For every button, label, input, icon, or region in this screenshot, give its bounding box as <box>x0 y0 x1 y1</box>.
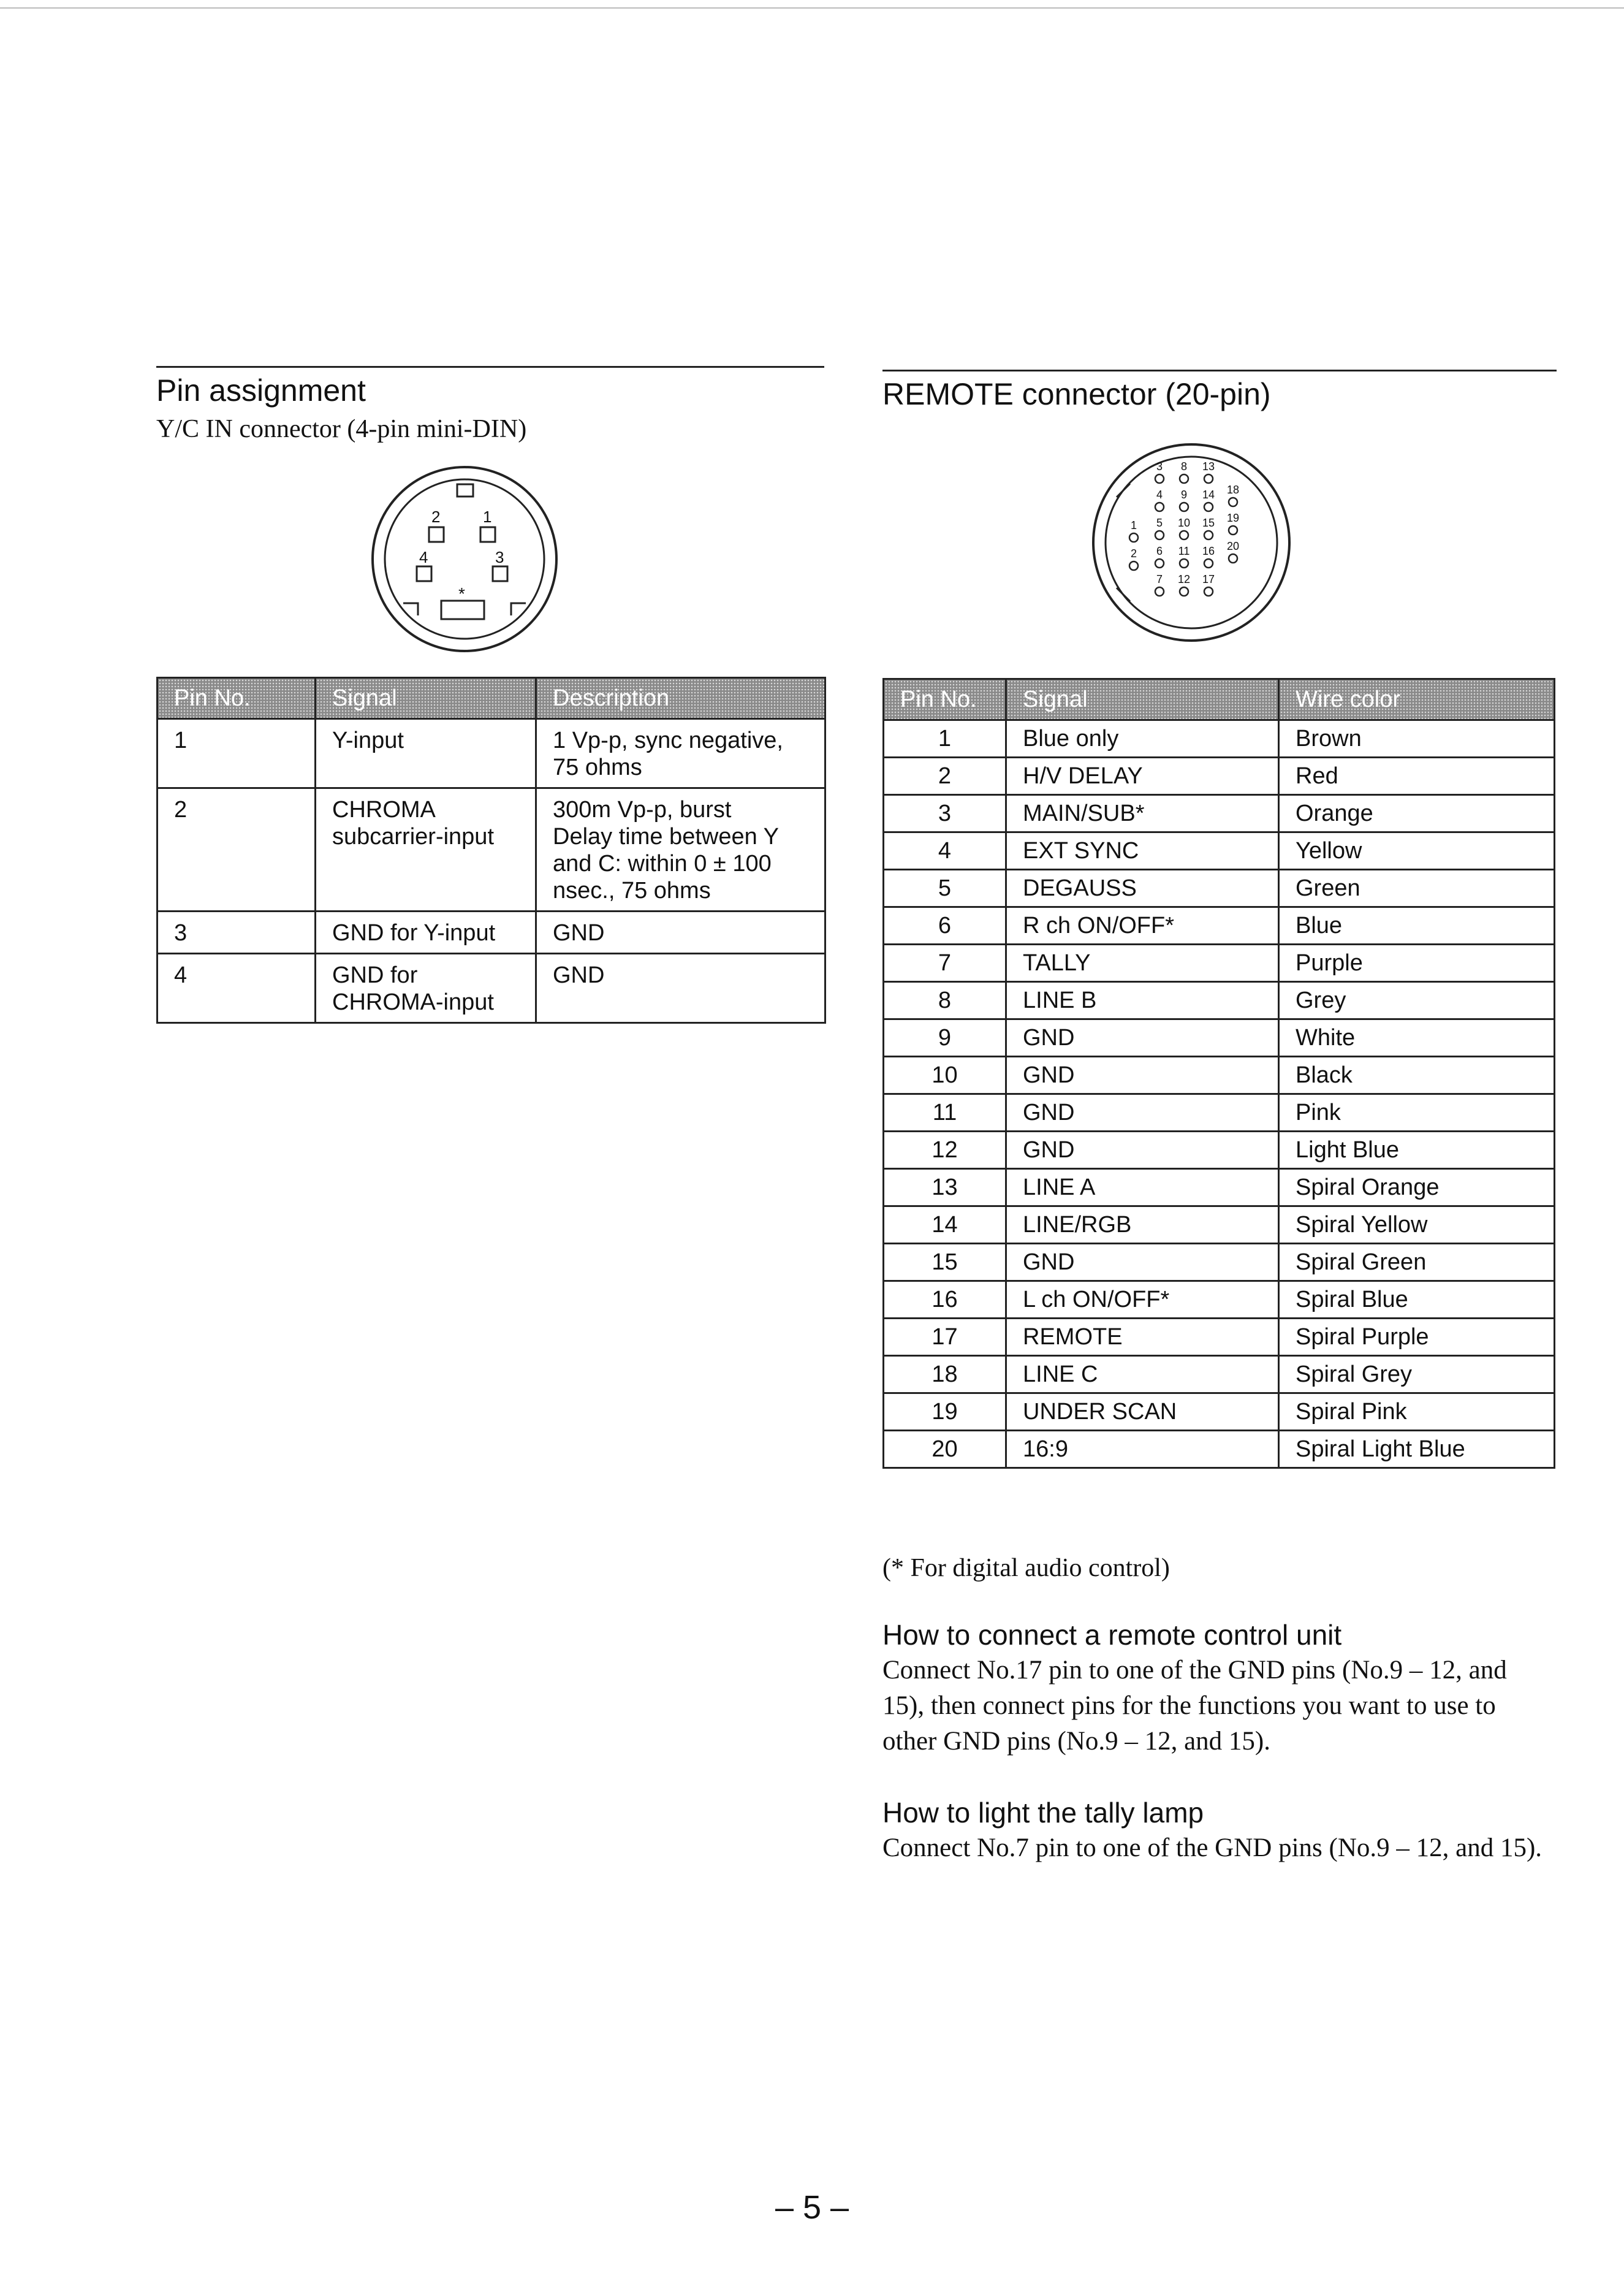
remote-connector-pin <box>1129 562 1138 570</box>
mini-din-outer-ring <box>373 467 556 651</box>
wire-color-cell: Spiral Blue <box>1279 1281 1555 1319</box>
pin-number-cell: 14 <box>884 1206 1006 1244</box>
remote-connector-pin <box>1180 559 1188 568</box>
description-cell <box>536 912 825 954</box>
table-row <box>884 758 1555 795</box>
wire-color-cell: Spiral Yellow <box>1279 1206 1555 1244</box>
signal-cell-line: CHROMA <box>332 797 436 823</box>
signal-cell: LINE A <box>1006 1169 1279 1206</box>
remote-pin-table <box>882 678 1555 1469</box>
tally-lamp-heading: How to light the tally lamp <box>882 1797 1204 1829</box>
table-row <box>884 1319 1555 1356</box>
wire-color-cell: Spiral Orange <box>1279 1169 1555 1206</box>
signal-cell: 16:9 <box>1006 1431 1279 1468</box>
pin-number-cell: 7 <box>884 945 1006 982</box>
remote-connector-pin-label: 6 <box>1156 545 1163 557</box>
remote-connector-pin <box>1155 531 1164 539</box>
remote-connector-heading: REMOTE connector (20-pin) <box>882 377 1271 411</box>
signal-cell: LINE C <box>1006 1356 1279 1393</box>
mini-din-pin-4 <box>417 566 431 581</box>
yc-table-body <box>157 719 825 1023</box>
table-row <box>884 1393 1555 1431</box>
wire-color-cell: Yellow <box>1279 832 1555 870</box>
table-row <box>884 1057 1555 1094</box>
connect-remote-heading: How to connect a remote control unit <box>882 1619 1342 1651</box>
remote-connector-pin-label: 11 <box>1178 545 1190 557</box>
description-cell-line: GND <box>553 962 605 988</box>
mini-din-pin-1 <box>480 527 495 542</box>
pin-number-cell: 5 <box>884 870 1006 907</box>
signal-cell: DEGAUSS <box>1006 870 1279 907</box>
remote-connector-pin <box>1155 559 1164 568</box>
connect-remote-body: Connect No.17 pin to one of the GND pins (No.9 – 12, and 15), then connect pins for the functions you want to use to other GND pins (No.9 – 12, and 15). <box>882 1656 1507 1756</box>
signal-cell <box>316 788 536 912</box>
remote-connector-pin <box>1204 531 1213 539</box>
signal-cell: MAIN/SUB* <box>1006 795 1279 832</box>
pin-number-cell: 1 <box>884 720 1006 758</box>
table-row <box>157 954 825 1023</box>
signal-cell: LINE B <box>1006 982 1279 1019</box>
signal-cell: TALLY <box>1006 945 1279 982</box>
description-cell-line: and C: within 0 ± 100 <box>553 851 772 877</box>
pin-number-cell: 12 <box>884 1132 1006 1169</box>
pin-number-cell: 4 <box>157 954 316 1023</box>
remote-connector-pin <box>1204 559 1213 568</box>
page-top-edge-line <box>0 7 1624 9</box>
table-row <box>884 982 1555 1019</box>
table-row <box>884 720 1555 758</box>
wire-color-cell: Brown <box>1279 720 1555 758</box>
remote-connector-pin-label: 3 <box>1156 460 1163 473</box>
description-cell-line: 75 ohms <box>553 755 642 780</box>
remote-connector-pin-label: 14 <box>1202 489 1215 501</box>
remote-connector-pin-label: 17 <box>1202 573 1215 585</box>
table-row <box>884 1281 1555 1319</box>
mini-din-label-4: 4 <box>419 548 428 566</box>
remote-connector-pin-label: 16 <box>1202 545 1215 557</box>
pin-number-cell: 17 <box>884 1319 1006 1356</box>
remote-connector-pin <box>1204 503 1213 511</box>
description-cell-line: 300m Vp-p, burst <box>553 797 732 823</box>
pin-number-cell: 20 <box>884 1431 1006 1468</box>
table-row <box>884 795 1555 832</box>
remote-connector-pin <box>1155 503 1164 511</box>
mini-din-label-3: 3 <box>495 548 504 566</box>
wire-color-cell: Spiral Pink <box>1279 1393 1555 1431</box>
remote-connector-pin-label: 10 <box>1177 517 1191 529</box>
remote-connector-pin-label: 15 <box>1202 517 1215 529</box>
yc-pin-assignment-table <box>156 677 826 1024</box>
table-row <box>884 945 1555 982</box>
signal-cell: L ch ON/OFF* <box>1006 1281 1279 1319</box>
column-header-pin-no: Pin No. <box>884 679 1006 720</box>
pin-number-cell: 2 <box>884 758 1006 795</box>
pin-number-cell: 19 <box>884 1393 1006 1431</box>
pin-number-cell: 2 <box>157 788 316 912</box>
wire-color-cell: Red <box>1279 758 1555 795</box>
wire-color-cell: Purple <box>1279 945 1555 982</box>
wire-color-cell: Spiral Green <box>1279 1244 1555 1281</box>
remote-connector-pin-label: 5 <box>1156 517 1163 529</box>
table-row <box>884 1431 1555 1468</box>
pin-number-cell: 6 <box>884 907 1006 945</box>
tally-lamp-body: Connect No.7 pin to one of the GND pins (No.9 – 12, and 15). <box>882 1833 1542 1862</box>
table-row <box>884 907 1555 945</box>
mini-din-pin-2 <box>429 527 444 542</box>
description-cell <box>536 719 825 788</box>
table-row <box>884 832 1555 870</box>
remote-connector-pin <box>1229 498 1237 506</box>
column-header-description: Description <box>536 678 825 719</box>
table-row <box>157 912 825 954</box>
signal-cell: R ch ON/OFF* <box>1006 907 1279 945</box>
signal-cell: H/V DELAY <box>1006 758 1279 795</box>
remote-20-pin-connector-diagram <box>1087 438 1296 647</box>
pin-number-cell: 18 <box>884 1356 1006 1393</box>
table-row <box>884 1132 1555 1169</box>
column-header-pin-no: Pin No. <box>157 678 316 719</box>
signal-cell-line: Y-input <box>332 728 404 753</box>
description-cell-line: Delay time between Y <box>553 824 779 850</box>
table-row <box>157 788 825 912</box>
pin-number-cell: 13 <box>884 1169 1006 1206</box>
remote-connector-pin-label: 2 <box>1130 547 1137 560</box>
pin-number-cell: 4 <box>884 832 1006 870</box>
remote-connector-pin <box>1180 474 1188 483</box>
table-row <box>884 1094 1555 1132</box>
remote-connector-pin <box>1229 554 1237 563</box>
description-cell <box>536 954 825 1023</box>
wire-color-cell: Pink <box>1279 1094 1555 1132</box>
table-header-row <box>884 679 1555 720</box>
table-row <box>884 1244 1555 1281</box>
wire-color-cell: Spiral Grey <box>1279 1356 1555 1393</box>
remote-connector-pin-label: 12 <box>1177 573 1191 585</box>
signal-cell-line: CHROMA-input <box>332 989 494 1015</box>
remote-connector-left-key <box>1117 484 1130 601</box>
wire-color-cell: Spiral Light Blue <box>1279 1431 1555 1468</box>
remote-connector-pin <box>1180 503 1188 511</box>
remote-connector-pin-label: 1 <box>1130 519 1137 531</box>
table-row <box>884 1206 1555 1244</box>
pin-number-cell: 15 <box>884 1244 1006 1281</box>
remote-connector-pin <box>1180 587 1188 596</box>
remote-connector-pin-label: 13 <box>1202 460 1215 473</box>
pin-number-cell: 1 <box>157 719 316 788</box>
signal-cell: EXT SYNC <box>1006 832 1279 870</box>
mini-din-key-mark: * <box>458 584 465 603</box>
remote-connector-pin <box>1155 474 1164 483</box>
signal-cell: GND <box>1006 1244 1279 1281</box>
right-heading-rule <box>882 370 1557 371</box>
signal-cell: UNDER SCAN <box>1006 1393 1279 1431</box>
yc-in-connector-subheading: Y/C IN connector (4-pin mini-DIN) <box>156 415 527 443</box>
remote-connector-outer-ring <box>1093 444 1289 641</box>
remote-connector-pin-label: 4 <box>1156 489 1163 501</box>
wire-color-cell: Spiral Purple <box>1279 1319 1555 1356</box>
table-row <box>884 870 1555 907</box>
remote-connector-pin-label: 8 <box>1180 460 1188 473</box>
remote-connector-pin <box>1204 587 1213 596</box>
wire-color-cell: Orange <box>1279 795 1555 832</box>
mini-din-label-1: 1 <box>483 508 492 526</box>
wire-color-cell: Grey <box>1279 982 1555 1019</box>
pin-number-cell: 3 <box>157 912 316 954</box>
table-row <box>884 1356 1555 1393</box>
mini-din-top-key <box>457 484 473 497</box>
pin-number-cell: 10 <box>884 1057 1006 1094</box>
table-row <box>884 1169 1555 1206</box>
page-number: – 5 – <box>775 2189 849 2226</box>
description-cell <box>536 788 825 912</box>
signal-cell: GND <box>1006 1057 1279 1094</box>
mini-din-pin-3 <box>493 566 507 581</box>
wire-color-cell: Green <box>1279 870 1555 907</box>
signal-cell-line: GND for <box>332 962 418 988</box>
remote-connector-pin-grid <box>1129 460 1239 596</box>
mini-din-4-pin-connector-diagram <box>366 461 563 657</box>
signal-cell: Blue only <box>1006 720 1279 758</box>
remote-table-body <box>884 720 1555 1468</box>
remote-connector-pin-label: 7 <box>1156 573 1163 585</box>
pin-number-cell: 11 <box>884 1094 1006 1132</box>
mini-din-label-2: 2 <box>431 508 441 526</box>
table-row <box>884 1019 1555 1057</box>
column-header-signal: Signal <box>1006 679 1279 720</box>
column-header-signal: Signal <box>316 678 536 719</box>
digital-audio-footnote: (* For digital audio control) <box>882 1554 1170 1582</box>
signal-cell <box>316 912 536 954</box>
remote-connector-pin-label: 9 <box>1180 489 1188 501</box>
remote-connector-pin <box>1129 533 1138 542</box>
wire-color-cell: White <box>1279 1019 1555 1057</box>
signal-cell <box>316 719 536 788</box>
left-heading-rule <box>156 366 824 368</box>
remote-connector-pin-label: 18 <box>1226 484 1240 496</box>
remote-connector-pin <box>1204 474 1213 483</box>
signal-cell: REMOTE <box>1006 1319 1279 1356</box>
pin-assignment-heading: Pin assignment <box>156 373 366 408</box>
description-cell-line: 1 Vp-p, sync negative, <box>553 728 783 753</box>
wire-color-cell: Blue <box>1279 907 1555 945</box>
signal-cell-line: GND for Y-input <box>332 920 496 946</box>
remote-connector-pin <box>1155 587 1164 596</box>
signal-cell: LINE/RGB <box>1006 1206 1279 1244</box>
pin-number-cell: 9 <box>884 1019 1006 1057</box>
signal-cell <box>316 954 536 1023</box>
table-header-row <box>157 678 825 719</box>
signal-cell-line: subcarrier-input <box>332 824 494 850</box>
remote-connector-pin <box>1229 526 1237 535</box>
remote-connector-pin-label: 19 <box>1226 512 1240 524</box>
pin-number-cell: 3 <box>884 795 1006 832</box>
pin-number-cell: 16 <box>884 1281 1006 1319</box>
remote-connector-pin <box>1180 531 1188 539</box>
column-header-wire-color: Wire color <box>1279 679 1555 720</box>
description-cell-line: nsec., 75 ohms <box>553 878 711 904</box>
remote-connector-inner-ring <box>1106 457 1277 628</box>
wire-color-cell: Light Blue <box>1279 1132 1555 1169</box>
pin-number-cell: 8 <box>884 982 1006 1019</box>
signal-cell: GND <box>1006 1094 1279 1132</box>
signal-cell: GND <box>1006 1019 1279 1057</box>
signal-cell: GND <box>1006 1132 1279 1169</box>
description-cell-line: GND <box>553 920 605 946</box>
mini-din-bottom-key <box>441 601 484 619</box>
mini-din-inner-ring <box>385 479 544 639</box>
wire-color-cell: Black <box>1279 1057 1555 1094</box>
table-row <box>157 719 825 788</box>
remote-connector-pin-label: 20 <box>1226 540 1240 552</box>
